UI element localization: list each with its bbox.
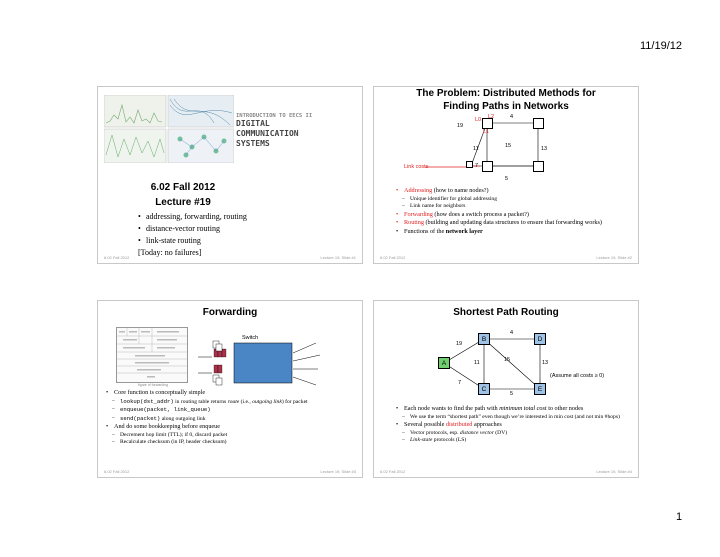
bullet2-text: Several possible (404, 421, 446, 428)
lookup-text-3: ) for packet (281, 398, 308, 405)
bullet1-text-2: to other nodes (546, 405, 584, 412)
outgoing-link-term: outgoing link (252, 398, 282, 405)
graph-node (482, 161, 493, 172)
switch-diagram (198, 339, 358, 389)
routing-text: (building and updating data structures to ensure that forwarding works) (423, 219, 602, 226)
network-layer-term: network layer (445, 227, 483, 235)
slide-footer-left: 6.02 Fall 2012 (380, 469, 406, 474)
ls-text: protocols (LS) (432, 437, 467, 443)
network-graph (374, 87, 639, 187)
cost-label: 5 (510, 391, 514, 397)
slide-title-line2: Finding Paths in Networks (443, 101, 569, 112)
node-a: A (438, 357, 450, 369)
link-label-l2: L2 (488, 114, 495, 120)
sub-item: – Recalculate checksum (in IP, header checksum) (106, 439, 356, 447)
cost-label: 13 (542, 360, 549, 366)
cost-label: 4 (510, 114, 514, 120)
sub-item: – We use the term “shortest path” even though we’re interested in min cost (and not min #hops) (396, 414, 636, 422)
logo-subtitle: INTRODUCTION TO EECS II (236, 113, 313, 119)
link-label-l1: L1 (483, 129, 490, 135)
dv-text: Vector protocols, esp. (410, 429, 460, 436)
link-label-l0: L0 (475, 117, 482, 123)
logo-line-systems: SYSTEMS (236, 139, 270, 148)
addressing-term: Addressing (404, 187, 433, 194)
lookup-code: lookup(dst_addr) (120, 397, 174, 405)
header-date: 11/19/12 (640, 40, 683, 52)
slide-footer-left: 6.02 Fall 2012 (104, 255, 130, 260)
course-title: 6.02 Fall 2012 (150, 182, 216, 193)
logo-line-digital: DIGITAL (236, 119, 270, 128)
cost-label: 15 (505, 143, 512, 149)
sub-item: – Decrement hop limit (TTL); if 0, discard packet (106, 432, 356, 440)
send-code: send(packet) (120, 414, 161, 422)
slide-footer-right: Lecture 19, Slide #4 (596, 469, 632, 474)
slide-4 (373, 300, 639, 478)
lecture-number: Lecture #19 (155, 197, 211, 208)
slide-title: Forwarding (202, 307, 258, 318)
node-b: B (478, 333, 490, 345)
send-text: along outgoing link (160, 415, 206, 422)
lookup-text: in routing table returns (173, 398, 228, 405)
bullet2-text-2: approaches (472, 421, 502, 428)
network-layer-text: Functions of the (404, 227, 446, 235)
page-number: 1 (676, 511, 683, 523)
graph-node (533, 118, 544, 129)
cost-label: 11 (473, 146, 479, 152)
graph-node (533, 161, 544, 172)
cost-label: 7 (475, 163, 479, 169)
slide-1 (97, 86, 363, 264)
bullet-item: • addressing, forwarding, routing (138, 211, 358, 223)
cost-label: 7 (458, 380, 462, 386)
cost-label: 11 (474, 360, 480, 366)
node-c: C (478, 383, 490, 395)
cost-label: 5 (505, 176, 509, 182)
ls-term: Link-state (410, 437, 433, 443)
cost-label: 4 (510, 330, 514, 336)
slide-footer-right: Lecture 19, Slide #2 (596, 255, 632, 260)
today-note: [Today: no failures] (138, 248, 202, 257)
logo-line-communication: COMMUNICATION (236, 129, 299, 138)
lecture-cover-image (104, 95, 234, 163)
bullet1-text: Each node wants to find the path with (404, 405, 500, 412)
slide-footer-left: 6.02 Fall 2012 (380, 255, 406, 260)
assumption-note: (Assume all costs ≥ 0) (550, 373, 605, 379)
routing-term: Routing (404, 219, 424, 226)
sub-item: – Unique identifier for global addressing (396, 196, 636, 204)
cost-label: 15 (504, 357, 511, 363)
shortest-path-graph (374, 301, 639, 411)
addressing-text: (how to name nodes?) (432, 187, 489, 194)
bullet-item: • And do some bookkeeping before enqueue (106, 423, 356, 432)
graph-node (466, 161, 473, 168)
switch-label: Switch (242, 335, 259, 341)
dv-term: distance vector (459, 429, 494, 436)
slide-3 (97, 300, 363, 478)
bullet-item: • Core function is conceptually simple (106, 389, 356, 398)
dv-text-2: (DV) (493, 429, 508, 436)
bullet-item: • distance-vector routing (138, 223, 358, 235)
slide-footer-right: Lecture 19, Slide #1 (320, 255, 356, 260)
distributed-term: distributed (445, 421, 473, 428)
slide-footer-right: Lecture 19, Slide #3 (320, 469, 356, 474)
slide-footer-left: 6.02 Fall 2012 (104, 469, 130, 474)
link-costs-label: Link costs (404, 164, 429, 170)
packet-header-figure (116, 327, 188, 383)
min-cost-term: minimum total cost (499, 405, 547, 412)
cost-label: 19 (456, 341, 463, 347)
slide-title: Shortest Path Routing (453, 307, 559, 318)
enqueue-code: enqueue(packet, link_queue) (120, 406, 211, 413)
bullet-item: • link-state routing (138, 235, 358, 247)
forwarding-term: Forwarding (404, 210, 433, 218)
forwarding-text: (how does a switch process a packet?) (432, 210, 529, 218)
route-term: route (227, 398, 240, 405)
node-e: E (534, 383, 546, 395)
node-d: D (534, 333, 546, 345)
lookup-text-2: (i.e., (239, 398, 253, 405)
slide-title-line1: The Problem: Distributed Methods for (416, 88, 596, 99)
figure-caption: figure of forwarding (138, 383, 168, 387)
slide-2 (373, 86, 639, 264)
cost-label: 13 (541, 146, 548, 152)
sub-item: – Link name for neighbors (396, 203, 636, 211)
cost-label: 19 (457, 123, 464, 129)
